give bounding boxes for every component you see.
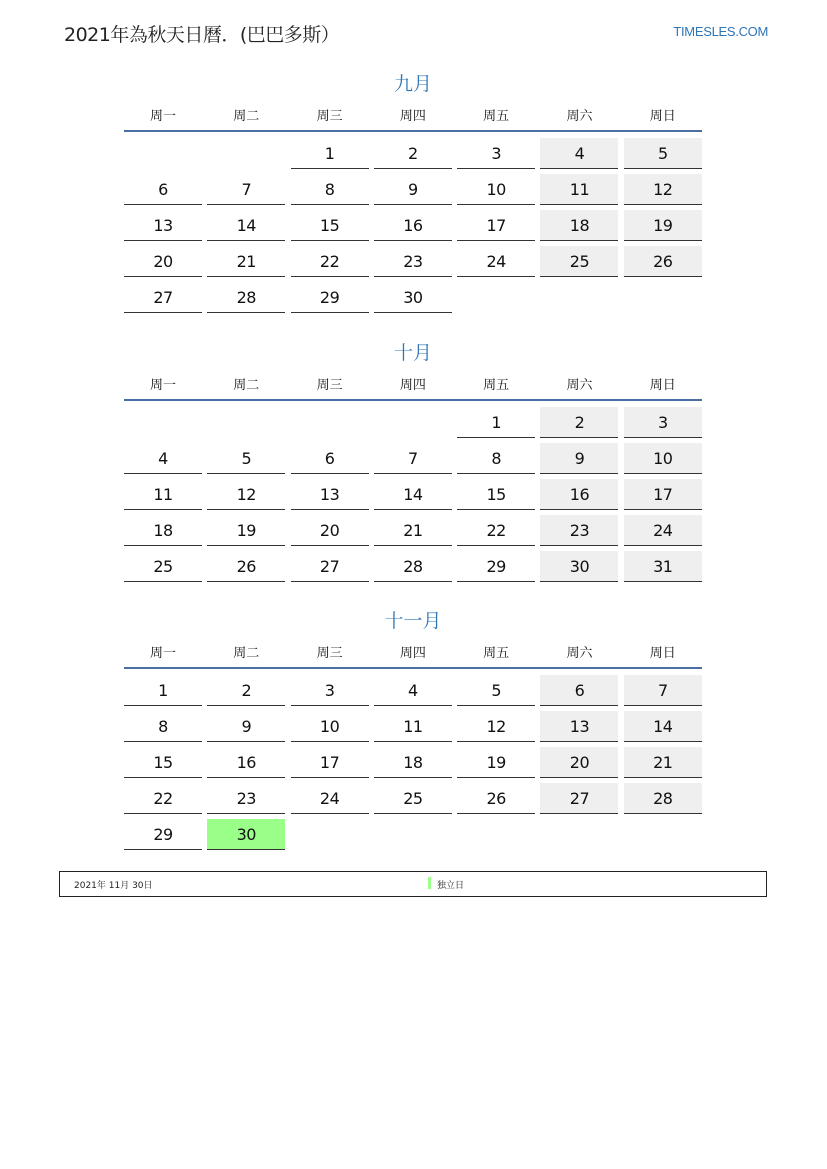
day-cell: 13 <box>540 711 618 742</box>
day-cell: 22 <box>457 515 535 546</box>
day-cell: 19 <box>624 210 702 241</box>
day-cell: 9 <box>207 711 285 742</box>
day-cell: 25 <box>124 551 202 582</box>
day-cell: 19 <box>207 515 285 546</box>
day-cell: 22 <box>124 783 202 814</box>
weekday-label: 周三 <box>316 645 343 661</box>
empty-cell <box>207 407 285 437</box>
day-cell: 12 <box>624 174 702 205</box>
day-cell: 27 <box>540 783 618 814</box>
day-cell: 13 <box>291 479 369 510</box>
weekday-label: 周四 <box>399 377 426 393</box>
day-cell: 29 <box>457 551 535 582</box>
day-cell: 7 <box>374 443 452 474</box>
day-cell: 8 <box>457 443 535 474</box>
day-grid <box>124 136 702 316</box>
day-cell: 23 <box>207 783 285 814</box>
weekday-label: 周一 <box>149 377 176 393</box>
day-cell: 23 <box>374 246 452 277</box>
month-title: 十月 <box>393 342 432 364</box>
day-cell: 6 <box>124 174 202 205</box>
day-cell: 4 <box>540 138 618 169</box>
holiday-color-swatch <box>428 877 431 889</box>
day-cell: 15 <box>457 479 535 510</box>
day-cell: 2 <box>207 675 285 706</box>
day-cell: 27 <box>124 282 202 313</box>
day-cell: 30 <box>374 282 452 313</box>
day-cell: 8 <box>124 711 202 742</box>
day-cell: 24 <box>291 783 369 814</box>
month-september <box>124 70 702 316</box>
legend-date: 2021年 11月 30日 <box>74 881 153 891</box>
day-cell: 7 <box>624 675 702 706</box>
day-cell: 6 <box>540 675 618 706</box>
day-cell: 14 <box>207 210 285 241</box>
day-cell: 9 <box>540 443 618 474</box>
day-cell: 25 <box>374 783 452 814</box>
weekday-label: 周五 <box>483 108 510 124</box>
weekday-label: 周一 <box>149 645 176 661</box>
weekday-label: 周二 <box>233 645 260 661</box>
page-title: 2021年為秋天日曆．(巴巴多斯） <box>64 24 340 46</box>
day-cell: 14 <box>624 711 702 742</box>
day-cell: 17 <box>457 210 535 241</box>
day-cell: 27 <box>291 551 369 582</box>
day-cell: 16 <box>207 747 285 778</box>
weekday-label: 周二 <box>233 108 260 124</box>
day-cell: 5 <box>624 138 702 169</box>
day-cell: 2 <box>540 407 618 438</box>
day-cell: 11 <box>540 174 618 205</box>
weekday-label: 周六 <box>566 108 593 124</box>
day-cell: 18 <box>374 747 452 778</box>
day-cell: 15 <box>291 210 369 241</box>
day-cell: 9 <box>374 174 452 205</box>
weekday-label: 周一 <box>149 108 176 124</box>
holiday-day-cell: 30 <box>207 819 285 850</box>
weekday-label: 周日 <box>649 645 676 661</box>
day-cell: 14 <box>374 479 452 510</box>
weekday-label: 周六 <box>566 645 593 661</box>
day-cell: 26 <box>457 783 535 814</box>
day-cell: 17 <box>624 479 702 510</box>
weekday-header <box>124 367 702 401</box>
day-cell: 1 <box>291 138 369 169</box>
day-cell: 16 <box>540 479 618 510</box>
weekday-label: 周四 <box>399 108 426 124</box>
weekday-label: 周日 <box>649 108 676 124</box>
day-cell: 10 <box>291 711 369 742</box>
weekday-header <box>124 98 702 132</box>
empty-cell <box>374 407 452 437</box>
day-cell: 21 <box>374 515 452 546</box>
day-cell: 1 <box>457 407 535 438</box>
day-cell: 28 <box>374 551 452 582</box>
day-cell: 18 <box>124 515 202 546</box>
empty-cell <box>291 407 369 437</box>
day-cell: 20 <box>540 747 618 778</box>
weekday-label: 周三 <box>316 377 343 393</box>
day-cell: 5 <box>207 443 285 474</box>
day-cell: 15 <box>124 747 202 778</box>
day-cell: 22 <box>291 246 369 277</box>
month-november <box>124 607 702 853</box>
day-cell: 6 <box>291 443 369 474</box>
day-cell: 30 <box>540 551 618 582</box>
weekday-label: 周五 <box>483 377 510 393</box>
site-link[interactable]: TIMESLES.COM <box>673 24 768 39</box>
day-cell: 2 <box>374 138 452 169</box>
day-cell: 17 <box>291 747 369 778</box>
day-cell: 31 <box>624 551 702 582</box>
day-cell: 28 <box>207 282 285 313</box>
day-cell: 24 <box>457 246 535 277</box>
weekday-label: 周五 <box>483 645 510 661</box>
day-cell: 24 <box>624 515 702 546</box>
day-cell: 12 <box>207 479 285 510</box>
empty-cell <box>124 138 202 168</box>
day-cell: 4 <box>374 675 452 706</box>
day-cell: 10 <box>457 174 535 205</box>
day-cell: 28 <box>624 783 702 814</box>
day-cell: 21 <box>207 246 285 277</box>
day-grid <box>124 673 702 853</box>
day-cell: 21 <box>624 747 702 778</box>
day-cell: 13 <box>124 210 202 241</box>
day-cell: 29 <box>291 282 369 313</box>
weekday-label: 周三 <box>316 108 343 124</box>
day-cell: 11 <box>124 479 202 510</box>
day-cell: 11 <box>374 711 452 742</box>
legend-holiday-name: 独立日 <box>437 881 465 891</box>
day-grid <box>124 405 702 585</box>
day-cell: 4 <box>124 443 202 474</box>
weekday-label: 周日 <box>649 377 676 393</box>
day-cell: 26 <box>624 246 702 277</box>
day-cell: 20 <box>124 246 202 277</box>
day-cell: 10 <box>624 443 702 474</box>
month-title: 九月 <box>393 73 432 95</box>
day-cell: 25 <box>540 246 618 277</box>
day-cell: 8 <box>291 174 369 205</box>
holiday-legend <box>59 871 767 897</box>
day-cell: 3 <box>457 138 535 169</box>
empty-cell <box>124 407 202 437</box>
day-cell: 29 <box>124 819 202 850</box>
month-october <box>124 339 702 585</box>
day-cell: 5 <box>457 675 535 706</box>
weekday-label: 周四 <box>399 645 426 661</box>
day-cell: 26 <box>207 551 285 582</box>
day-cell: 16 <box>374 210 452 241</box>
weekday-label: 周二 <box>233 377 260 393</box>
day-cell: 1 <box>124 675 202 706</box>
empty-cell <box>207 138 285 168</box>
day-cell: 7 <box>207 174 285 205</box>
day-cell: 19 <box>457 747 535 778</box>
day-cell: 20 <box>291 515 369 546</box>
day-cell: 18 <box>540 210 618 241</box>
weekday-label: 周六 <box>566 377 593 393</box>
day-cell: 3 <box>291 675 369 706</box>
weekday-header <box>124 635 702 669</box>
day-cell: 3 <box>624 407 702 438</box>
day-cell: 23 <box>540 515 618 546</box>
day-cell: 12 <box>457 711 535 742</box>
month-title: 十一月 <box>384 610 442 632</box>
